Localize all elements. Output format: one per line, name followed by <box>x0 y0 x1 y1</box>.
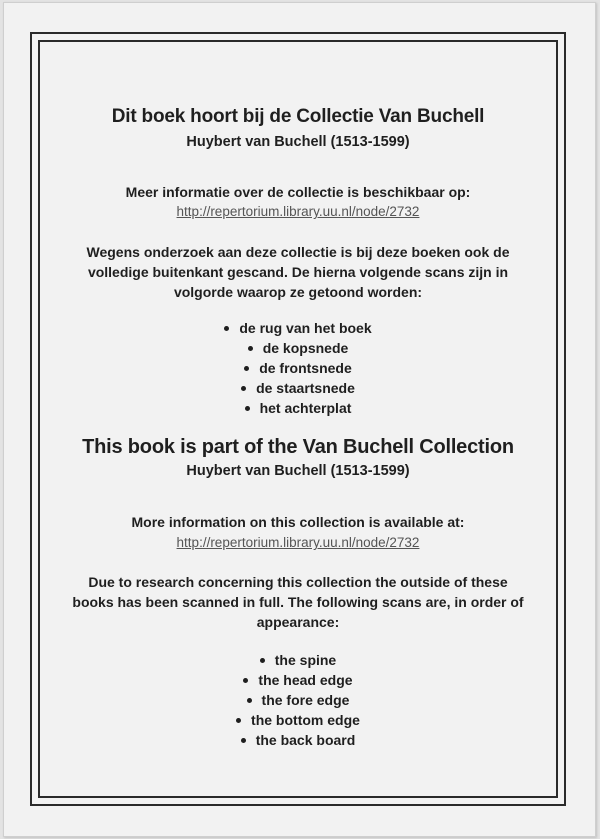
dutch-research-line-1: Wegens onderzoek aan deze collectie is bij deze boeken ook de <box>86 244 510 260</box>
list-item-label: the fore edge <box>261 692 350 708</box>
bullet-icon <box>241 738 246 743</box>
list-item <box>40 710 556 730</box>
english-collection-link[interactable]: http://repertorium.library.uu.nl/node/2732 <box>176 535 420 550</box>
list-item <box>40 318 556 338</box>
list-item <box>40 358 556 378</box>
list-item-label: the back board <box>255 732 356 748</box>
bullet-icon <box>260 658 265 663</box>
list-item <box>40 338 556 358</box>
english-info-text: More information on this collection is available at: <box>131 514 465 530</box>
list-item-label: the head edge <box>258 672 353 688</box>
bullet-icon <box>244 366 249 371</box>
list-item <box>40 650 556 670</box>
bullet-icon <box>236 718 241 723</box>
english-research-line-3: appearance: <box>256 614 340 630</box>
dutch-scan-list <box>40 318 556 418</box>
dutch-research-line-2: volledige buitenkant gescand. De hierna volgende scans zijn in <box>87 264 509 280</box>
list-item <box>40 730 556 750</box>
list-item <box>40 690 556 710</box>
bullet-icon <box>248 346 253 351</box>
dutch-info-text: Meer informatie over de collectie is beschikbaar op: <box>125 184 471 200</box>
bullet-icon <box>241 386 246 391</box>
list-item-label: de kopsnede <box>262 340 349 356</box>
list-item-label: de rug van het boek <box>239 320 372 336</box>
dutch-title: Dit boek hoort bij de Collectie Van Buchell <box>111 106 485 127</box>
bullet-icon <box>243 678 248 683</box>
dutch-collection-link[interactable]: http://repertorium.library.uu.nl/node/2732 <box>176 204 420 219</box>
english-scan-list <box>40 650 556 750</box>
english-title: This book is part of the Van Buchell Collection <box>82 436 514 458</box>
list-item-label: het achterplat <box>259 400 352 416</box>
list-item-label: de staartsnede <box>256 380 355 396</box>
list-item <box>40 670 556 690</box>
list-item <box>40 378 556 398</box>
english-research-line-1: Due to research concerning this collection the outside of these <box>88 574 508 590</box>
english-subtitle: Huybert van Buchell (1513-1599) <box>186 463 410 479</box>
list-item-label: de frontsnede <box>259 360 352 376</box>
dutch-subtitle: Huybert van Buchell (1513-1599) <box>186 134 410 150</box>
bullet-icon <box>247 698 252 703</box>
list-item-label: the bottom edge <box>251 712 360 728</box>
dutch-research-line-3: volgorde waarop ze getoond worden: <box>173 284 423 300</box>
bullet-icon <box>245 406 250 411</box>
list-item-label: the spine <box>274 652 337 668</box>
bullet-icon <box>224 326 229 331</box>
english-research-line-2: books has been scanned in full. The following scans are, in order of <box>72 594 524 610</box>
list-item <box>40 398 556 418</box>
